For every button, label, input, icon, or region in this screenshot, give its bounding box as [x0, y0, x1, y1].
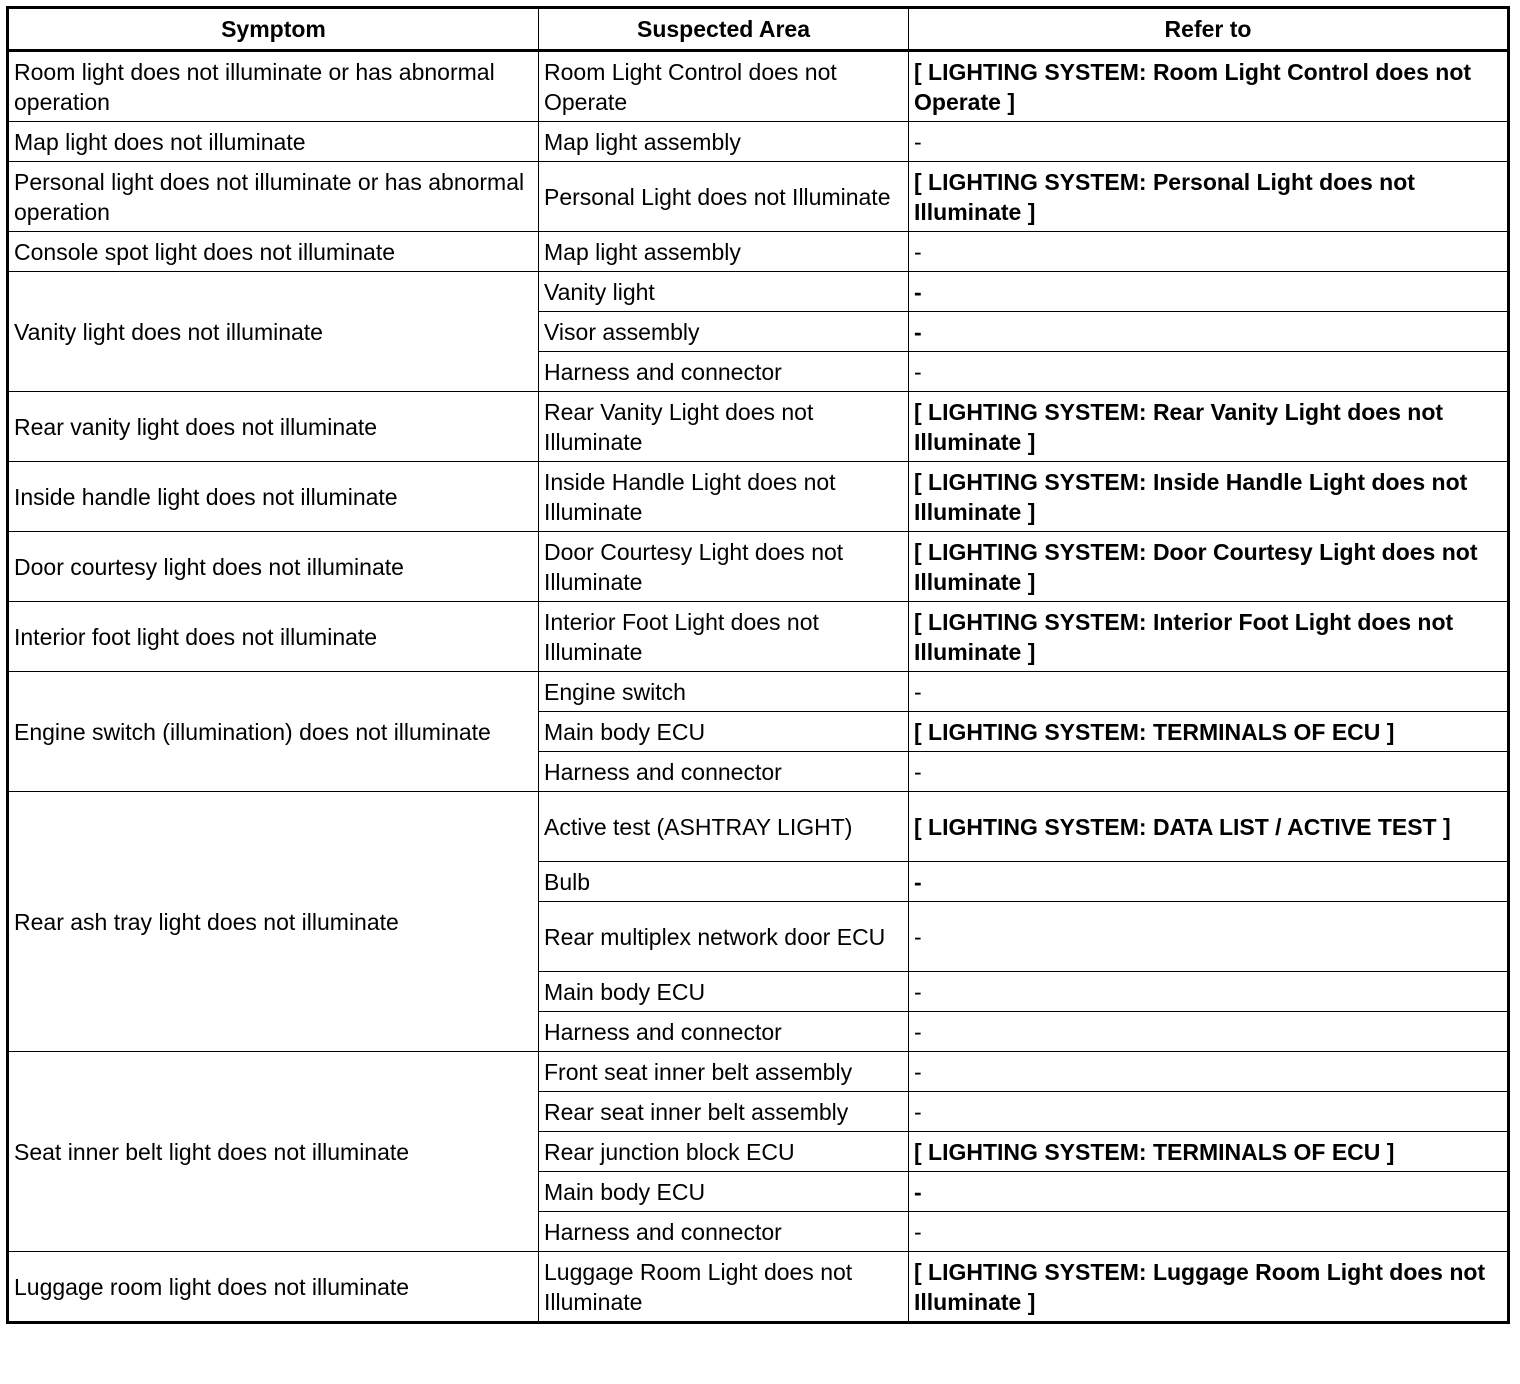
- refer-to-cell: -: [909, 902, 1509, 972]
- suspected-area-cell: Bulb: [539, 862, 909, 902]
- suspected-area-cell: Harness and connector: [539, 352, 909, 392]
- symptom-cell: Personal light does not illuminate or has abnormal operation: [8, 162, 539, 232]
- suspected-area-cell: Rear Vanity Light does not Illuminate: [539, 392, 909, 462]
- refer-to-cell: [ LIGHTING SYSTEM: Luggage Room Light does not Illuminate ]: [909, 1252, 1509, 1323]
- suspected-area-cell: Main body ECU: [539, 972, 909, 1012]
- refer-to-cell: -: [909, 1212, 1509, 1252]
- refer-to-cell: -: [909, 232, 1509, 272]
- suspected-area-cell: Harness and connector: [539, 1012, 909, 1052]
- refer-to-cell: [ LIGHTING SYSTEM: TERMINALS OF ECU ]: [909, 1132, 1509, 1172]
- table-row: [8, 1052, 1509, 1092]
- symptom-cell: Interior foot light does not illuminate: [8, 602, 539, 672]
- refer-to-cell: -: [909, 1052, 1509, 1092]
- symptom-cell: Engine switch (illumination) does not illuminate: [8, 672, 539, 792]
- table-row: [8, 602, 1509, 672]
- refer-to-cell: -: [909, 312, 1509, 352]
- table-row: [8, 51, 1509, 122]
- symptom-cell: Rear ash tray light does not illuminate: [8, 792, 539, 1052]
- suspected-area-cell: Rear junction block ECU: [539, 1132, 909, 1172]
- refer-to-cell: -: [909, 972, 1509, 1012]
- suspected-area-cell: Front seat inner belt assembly: [539, 1052, 909, 1092]
- suspected-area-cell: Room Light Control does not Operate: [539, 51, 909, 122]
- table-row: [8, 1252, 1509, 1323]
- refer-to-cell: -: [909, 862, 1509, 902]
- table-row: [8, 792, 1509, 862]
- symptom-cell: Inside handle light does not illuminate: [8, 462, 539, 532]
- header-suspected-area: Suspected Area: [539, 8, 909, 51]
- symptom-cell: Vanity light does not illuminate: [8, 272, 539, 392]
- table-row: [8, 672, 1509, 712]
- refer-to-cell: -: [909, 1092, 1509, 1132]
- suspected-area-cell: Main body ECU: [539, 1172, 909, 1212]
- refer-to-cell: [ LIGHTING SYSTEM: Rear Vanity Light does not Illuminate ]: [909, 392, 1509, 462]
- refer-to-cell: -: [909, 752, 1509, 792]
- suspected-area-cell: Luggage Room Light does not Illuminate: [539, 1252, 909, 1323]
- refer-to-cell: -: [909, 272, 1509, 312]
- symptom-cell: Seat inner belt light does not illuminate: [8, 1052, 539, 1252]
- symptom-cell: Console spot light does not illuminate: [8, 232, 539, 272]
- troubleshooting-table: [6, 6, 1510, 1324]
- symptom-cell: Door courtesy light does not illuminate: [8, 532, 539, 602]
- refer-to-cell: -: [909, 1172, 1509, 1212]
- table-row: [8, 462, 1509, 532]
- symptom-cell: Luggage room light does not illuminate: [8, 1252, 539, 1323]
- refer-to-cell: -: [909, 1012, 1509, 1052]
- suspected-area-cell: Engine switch: [539, 672, 909, 712]
- table-row: [8, 232, 1509, 272]
- suspected-area-cell: Door Courtesy Light does not Illuminate: [539, 532, 909, 602]
- table-body: [8, 51, 1509, 1323]
- refer-to-cell: [ LIGHTING SYSTEM: Inside Handle Light does not Illuminate ]: [909, 462, 1509, 532]
- suspected-area-cell: Personal Light does not Illuminate: [539, 162, 909, 232]
- suspected-area-cell: Rear multiplex network door ECU: [539, 902, 909, 972]
- refer-to-cell: [ LIGHTING SYSTEM: DATA LIST / ACTIVE TEST ]: [909, 792, 1509, 862]
- symptom-cell: Room light does not illuminate or has abnormal operation: [8, 51, 539, 122]
- suspected-area-cell: Active test (ASHTRAY LIGHT): [539, 792, 909, 862]
- table-row: [8, 272, 1509, 312]
- table-row: [8, 162, 1509, 232]
- suspected-area-cell: Map light assembly: [539, 122, 909, 162]
- refer-to-cell: -: [909, 672, 1509, 712]
- suspected-area-cell: Harness and connector: [539, 752, 909, 792]
- table-row: [8, 392, 1509, 462]
- refer-to-cell: -: [909, 352, 1509, 392]
- table-row: [8, 122, 1509, 162]
- suspected-area-cell: Visor assembly: [539, 312, 909, 352]
- suspected-area-cell: Rear seat inner belt assembly: [539, 1092, 909, 1132]
- header-refer-to: Refer to: [909, 8, 1509, 51]
- suspected-area-cell: Main body ECU: [539, 712, 909, 752]
- table-row: [8, 532, 1509, 602]
- refer-to-cell: [ LIGHTING SYSTEM: Room Light Control does not Operate ]: [909, 51, 1509, 122]
- refer-to-cell: [ LIGHTING SYSTEM: Door Courtesy Light does not Illuminate ]: [909, 532, 1509, 602]
- suspected-area-cell: Interior Foot Light does not Illuminate: [539, 602, 909, 672]
- header-row: [8, 8, 1509, 51]
- refer-to-cell: [ LIGHTING SYSTEM: Personal Light does not Illuminate ]: [909, 162, 1509, 232]
- suspected-area-cell: Inside Handle Light does not Illuminate: [539, 462, 909, 532]
- suspected-area-cell: Harness and connector: [539, 1212, 909, 1252]
- refer-to-cell: [ LIGHTING SYSTEM: TERMINALS OF ECU ]: [909, 712, 1509, 752]
- suspected-area-cell: Map light assembly: [539, 232, 909, 272]
- symptom-cell: Map light does not illuminate: [8, 122, 539, 162]
- refer-to-cell: -: [909, 122, 1509, 162]
- symptom-cell: Rear vanity light does not illuminate: [8, 392, 539, 462]
- suspected-area-cell: Vanity light: [539, 272, 909, 312]
- refer-to-cell: [ LIGHTING SYSTEM: Interior Foot Light does not Illuminate ]: [909, 602, 1509, 672]
- header-symptom: Symptom: [8, 8, 539, 51]
